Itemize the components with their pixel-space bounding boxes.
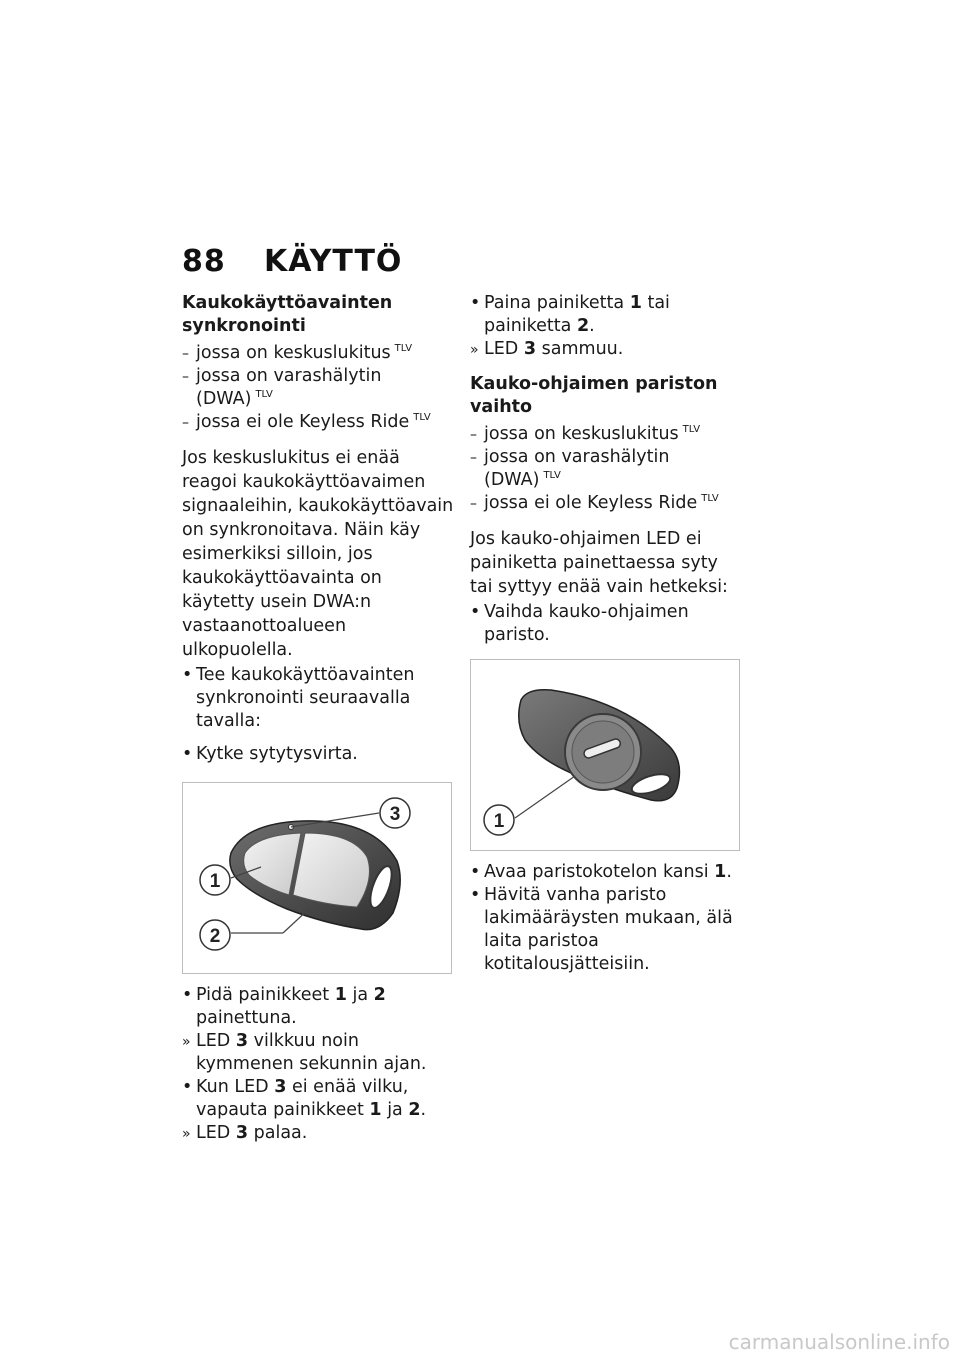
- condition-item: – jossa ei ole Keyless Ride $^{TLV}$: [470, 492, 745, 515]
- key-fob-back-illustration: [471, 660, 739, 850]
- key-fob-illustration: [183, 783, 451, 973]
- sync-paragraph: Jos keskuslukitus ei enää reagoi kaukokäyttöavaimen signaaleihin, kaukokäyttöavain on synkronoitava. Näin käy esimerkiksi silloin, jos kaukokäyttöavainta on käytetty usein DWA:n vastaanottoalueen ulkopuolella.: [182, 448, 454, 660]
- watermark: carmanualsonline.info: [728, 1330, 950, 1354]
- condition-item: – jossa on varashälytin (DWA) $^{TLV}$: [470, 446, 745, 492]
- key-fob-buttons-figure: [182, 782, 452, 974]
- step-item: • Kun LED 3 ei enää vilku, vapauta painikkeet 1 ja 2.: [182, 1076, 457, 1122]
- section-title: KÄYTTÖ: [264, 244, 403, 279]
- step-item: • Paina painiketta 1 tai painiketta 2.: [470, 292, 745, 338]
- result-item: » LED 3 palaa.: [182, 1122, 457, 1145]
- callout-1: 1: [209, 871, 221, 892]
- battery-paragraph: Jos kauko-ohjaimen LED ei painiketta painettaessa syty tai syttyy enää vain hetkeksi:: [470, 529, 728, 597]
- callout-3: 3: [389, 804, 401, 825]
- step-item: • Vaihda kauko-ohjaimen paristo.: [470, 601, 745, 647]
- right-column: [470, 292, 745, 976]
- callout-1: 1: [493, 811, 505, 832]
- condition-item: – jossa ei ole Keyless Ride $^{TLV}$: [182, 411, 457, 434]
- step-item: • Avaa paristokotelon kansi 1.: [470, 861, 745, 884]
- page-header: [182, 244, 402, 279]
- sync-heading: Kaukokäyttöavainten synkronointi: [182, 293, 393, 336]
- callout-2: 2: [209, 926, 221, 947]
- step-item: • Pidä painikkeet 1 ja 2 painettuna.: [182, 984, 457, 1030]
- condition-item: – jossa on keskuslukitus $^{TLV}$: [182, 342, 457, 365]
- step-item: • Hävitä vanha paristo lakimääräysten mukaan, älä laita paristoa kotitalousjätteisiin.: [470, 884, 745, 976]
- result-item: » LED 3 sammuu.: [470, 338, 745, 361]
- step-item: • Kytke sytytysvirta.: [182, 743, 457, 766]
- step-item: • Tee kaukokäyttöavainten synkronointi seuraavalla tavalla:: [182, 664, 457, 733]
- result-item: » LED 3 vilkkuu noin kymmenen sekunnin ajan.: [182, 1030, 457, 1076]
- left-column: [182, 292, 457, 1145]
- condition-item: – jossa on keskuslukitus $^{TLV}$: [470, 423, 745, 446]
- battery-cover-figure: [470, 659, 740, 851]
- page-number: 88: [182, 244, 226, 279]
- battery-heading: Kauko-ohjaimen pariston vaihto: [470, 374, 718, 417]
- condition-item: – jossa on varashälytin (DWA) $^{TLV}$: [182, 365, 457, 411]
